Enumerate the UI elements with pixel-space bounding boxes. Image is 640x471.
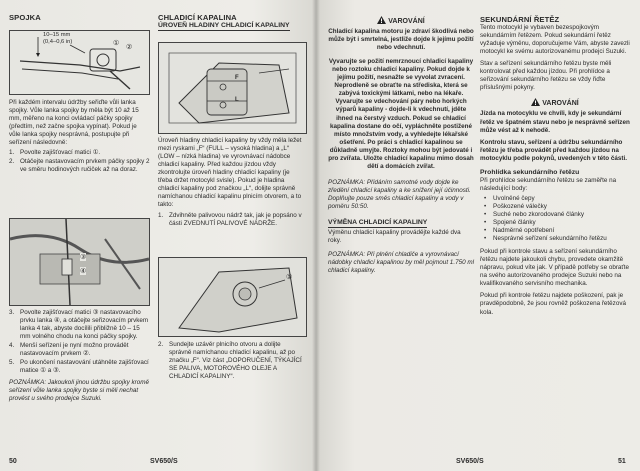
warning-title-1: VAROVÁNÍ	[328, 16, 474, 26]
warning-title-2: VAROVÁNÍ	[480, 98, 630, 108]
clutch-cable-drawing	[10, 219, 149, 305]
list-item: • Poškozené válečky	[484, 202, 547, 210]
warning-text-2: Vyvarujte se požití nemrznoucí chladicí kapaliny nebo roztoku chladicí kapaliny. Pokud dojde k jejímu požití, nesnažte se vyvolat zvracení. Neprodleně se obraťte na střediska, která se zabývá toxickými látkami, nebo na lékaře. Vyvarujte se vdechování páry nebo horkých výparů kapaliny - dojde-li k vdechnutí, jděte ihned na čerstvý vzduch. Pokud se chladicí kapalina dostane do očí, vypláchněte postižené místo množstvím vody, a vyhledejte lékařské ošetření. Po práci s chladicí kapalinou se důkladně umyjte. Roztoky mohou být jedovaté i pro zvířata. Uložte chladicí kapalinu mimo dosah dětí a domácích zvířat.	[328, 58, 474, 170]
left-model-label: SV650/S	[150, 458, 178, 465]
list-item: 5. Po ukončení nastavování utáhněte zajišťovací matice ① a ③.	[9, 359, 149, 375]
coolant-note-2: POZNÁMKA: Při plnění chladiče a vyrovnávací nádobky chladicí kapalinou by měl pojmout 1.750 ml chladicí kapaliny.	[328, 251, 474, 275]
right-model-label: SV650/S	[456, 458, 484, 465]
chain-para-4: Pokud při kontrole stavu a seřízení sekundárního řetězu najdete jakoukoli chybu, provedete okamžitě nápravu, pokud víte jak. V případě potřeby se obraťte na svého autorizovaného prodejce Suzuki nebo na kvalifikovaného servisního mechanika.	[480, 248, 630, 288]
chain-para-5: Pokud při kontrole řetězu najdete poškození, pak je pravděpodobně, že jsou rovněž poškozena řetězová kola.	[480, 292, 626, 316]
right-page-number: 51	[618, 458, 626, 465]
coolant-note-1: POZNÁMKA: Přidáním samotné vody dojde ke zředění chladicí kapaliny a ke snížení její účinnosti. Doplňujte pouze směs chladicí kapaliny a vody v poměru 50:50.	[328, 178, 471, 210]
list-item: 4. Menší seřízení je nyní možno provádět nastavovacím prvkem ②.	[9, 342, 129, 358]
coolant-text-b	[158, 341, 304, 382]
coolant-steps-a	[158, 212, 304, 228]
chain-check-list	[480, 195, 630, 243]
freeplay-mm: 10–15 mm	[43, 32, 71, 38]
clutch-steps-a	[9, 149, 150, 174]
list-item: 3. Povolte zajišťovací matici ③ nastavovacího prvku lanka ④, a otáčejte seřizovacím prvkem lanka 4 tak, abyste docílili přibližně 10 – 15 mm volného chodu na konci páčky spojky.	[9, 309, 149, 341]
left-page-number: 50	[9, 458, 17, 465]
warning-text-1: Chladicí kapalina motoru je zdraví škodlivá nebo může být i smrtelná, jestliže dojde k jejímu požití nebo vdechnutí.	[328, 28, 474, 52]
list-item: • Uvolněné čepy	[484, 194, 535, 202]
freeplay-in: (0,4–0,6 in)	[43, 39, 73, 45]
coolant-text-a	[158, 137, 304, 230]
coolant-heading: CHLADICÍ KAPALINA	[158, 13, 237, 22]
list-item: 1. Zdvihněte palivovou nádrž tak, jak je popsáno v části ZVEDNUTÍ PALIVOVÉ NÁDRŽE.	[158, 212, 302, 228]
clutch-intro: Při každém intervalu údržby seřiďte vůli lanka spojky. Vůle lanka spojky by měla být 10 až 15 mm, měřeno na konci ovládací páčky spojky (předtím, než začne spojka vypínat). Pokud je vůle lanka spojky nesprávná, postupujte při seřízení následovně:	[9, 99, 139, 147]
clutch-heading: SPOJKA	[9, 13, 41, 22]
chain-warning-2: Kontrolu stavu, seřízení a údržbu sekundárního řetězu je třeba provádět před každou jízdou na motocyklu podle pokynů, uvedených v této části.	[480, 138, 627, 162]
mark-L-label: L	[235, 97, 239, 103]
warning-icon	[531, 98, 540, 106]
fig-marker-cap: ①	[286, 274, 293, 281]
mark-F-label: F	[235, 75, 239, 81]
clutch-steps-b	[9, 309, 150, 375]
coolant-intro: Úroveň hladiny chladicí kapaliny by vždy měla ležet mezi ryskami „F“ (FULL – vysoká hladina) a „L“ (LOW – nízká hladina) ve vyrovnávací nádobce chladicí kapaliny. Před každou jízdou vždy zkontrolujte úroveň hladiny chladicí kapaliny (je třeba držet motocykl svisle). Pokud je hladina chladicí kapaliny pod značkou „L“, dolijte správně namíchanou chladicí kapalinu plnicím otvorem, a to takto:	[158, 137, 302, 209]
list-item: 2. Otáčejte nastavovacím prvkem páčky spojky 2 ve směru hodinových ručiček až na doraz.	[9, 158, 150, 174]
left-page	[0, 0, 316, 471]
chain-inspection-intro: Při prohlídce sekundárního řetězu se zaměřte na následující body:	[480, 176, 617, 192]
right-col-1	[328, 16, 474, 277]
coolant-level-heading: ÚROVEŇ HLADINY CHLADICÍ KAPALINY	[158, 22, 290, 31]
clutch-text-b	[9, 309, 150, 406]
list-item: 2. Sundejte uzávěr plnicího otvoru a dolijte správně namíchanou chladicí kapalinu, až po značku „F“. Viz část „DOPORUČENÍ, TÝKAJÍCÍ SE PALIVA, MOTOROVÉHO OLEJE A CHLADICÍ KAPALINY“.	[158, 341, 302, 381]
fig-marker-4: ④	[80, 268, 87, 275]
fig-marker-2: ②	[126, 44, 133, 51]
list-item: • Suché nebo zkorodované články	[484, 210, 585, 218]
right-col-2	[480, 16, 630, 319]
coolant-cap-figure	[158, 257, 307, 337]
list-item: • Spojené články	[484, 219, 536, 227]
freeplay-callout	[43, 32, 72, 46]
coolant-cap-drawing	[159, 258, 306, 336]
list-item: 1. Povolte zajišťovací matici ①.	[9, 149, 101, 157]
left-col-1	[9, 14, 154, 22]
chain-heading: SEKUNDÁRNÍ ŘETĚZ	[480, 15, 560, 24]
coolant-steps-b	[158, 341, 304, 381]
coolant-change-heading: VÝMĚNA CHLADICÍ KAPALINY	[328, 219, 427, 228]
fig-marker-1: ①	[113, 40, 120, 47]
clutch-cable-figure	[9, 218, 150, 306]
clutch-note: POZNÁMKA: Jakoukoli jinou údržbu spojky kromě seřízení vůle lanka spojky byste si měli nechat provést u svého prodejce Suzuki.	[9, 379, 149, 403]
warning-icon	[377, 16, 386, 24]
coolant-reservoir-drawing	[159, 43, 306, 133]
right-page	[316, 0, 640, 471]
coolant-change-text: Výměnu chladicí kapaliny provádějte každé dva roky.	[328, 229, 461, 245]
coolant-head	[158, 14, 306, 31]
chain-para-1: Tento motocykl je vybaven bezespojkovým sekundárním řetězem. Pokud sekundární řetěz vyžaduje výměnu, doporučujeme Vám, abyste zavezli motocykl ke svému autorizovanému prodejci Suzuki.	[480, 24, 630, 56]
list-item: • Nadměrné opotřebení	[484, 227, 555, 235]
clutch-lever-drawing	[10, 31, 149, 94]
coolant-reservoir-figure	[158, 42, 307, 134]
list-item: • Nesprávné seřízení sekundárního řetězu	[484, 235, 607, 243]
chain-inspection-heading: Prohlídka sekundárního řetězu	[480, 168, 580, 176]
chain-warning-1: Jízda na motocyklu ve chvíli, kdy je sekundární řetěz ve špatném stavu nebo je nesprávně seřízen může vést až k nehodě.	[480, 110, 630, 134]
book-gutter	[312, 0, 320, 471]
chain-para-2: Stav a seřízení sekundárního řetězu byste měli kontrolovat před každou jízdou. Při prohlídce a seřizování sekundárního řetězu se vždy řiďte příslušnými pokyny.	[480, 60, 612, 92]
fig-marker-3: ③	[80, 254, 87, 261]
clutch-lever-figure	[9, 30, 150, 95]
clutch-text-a	[9, 99, 150, 175]
